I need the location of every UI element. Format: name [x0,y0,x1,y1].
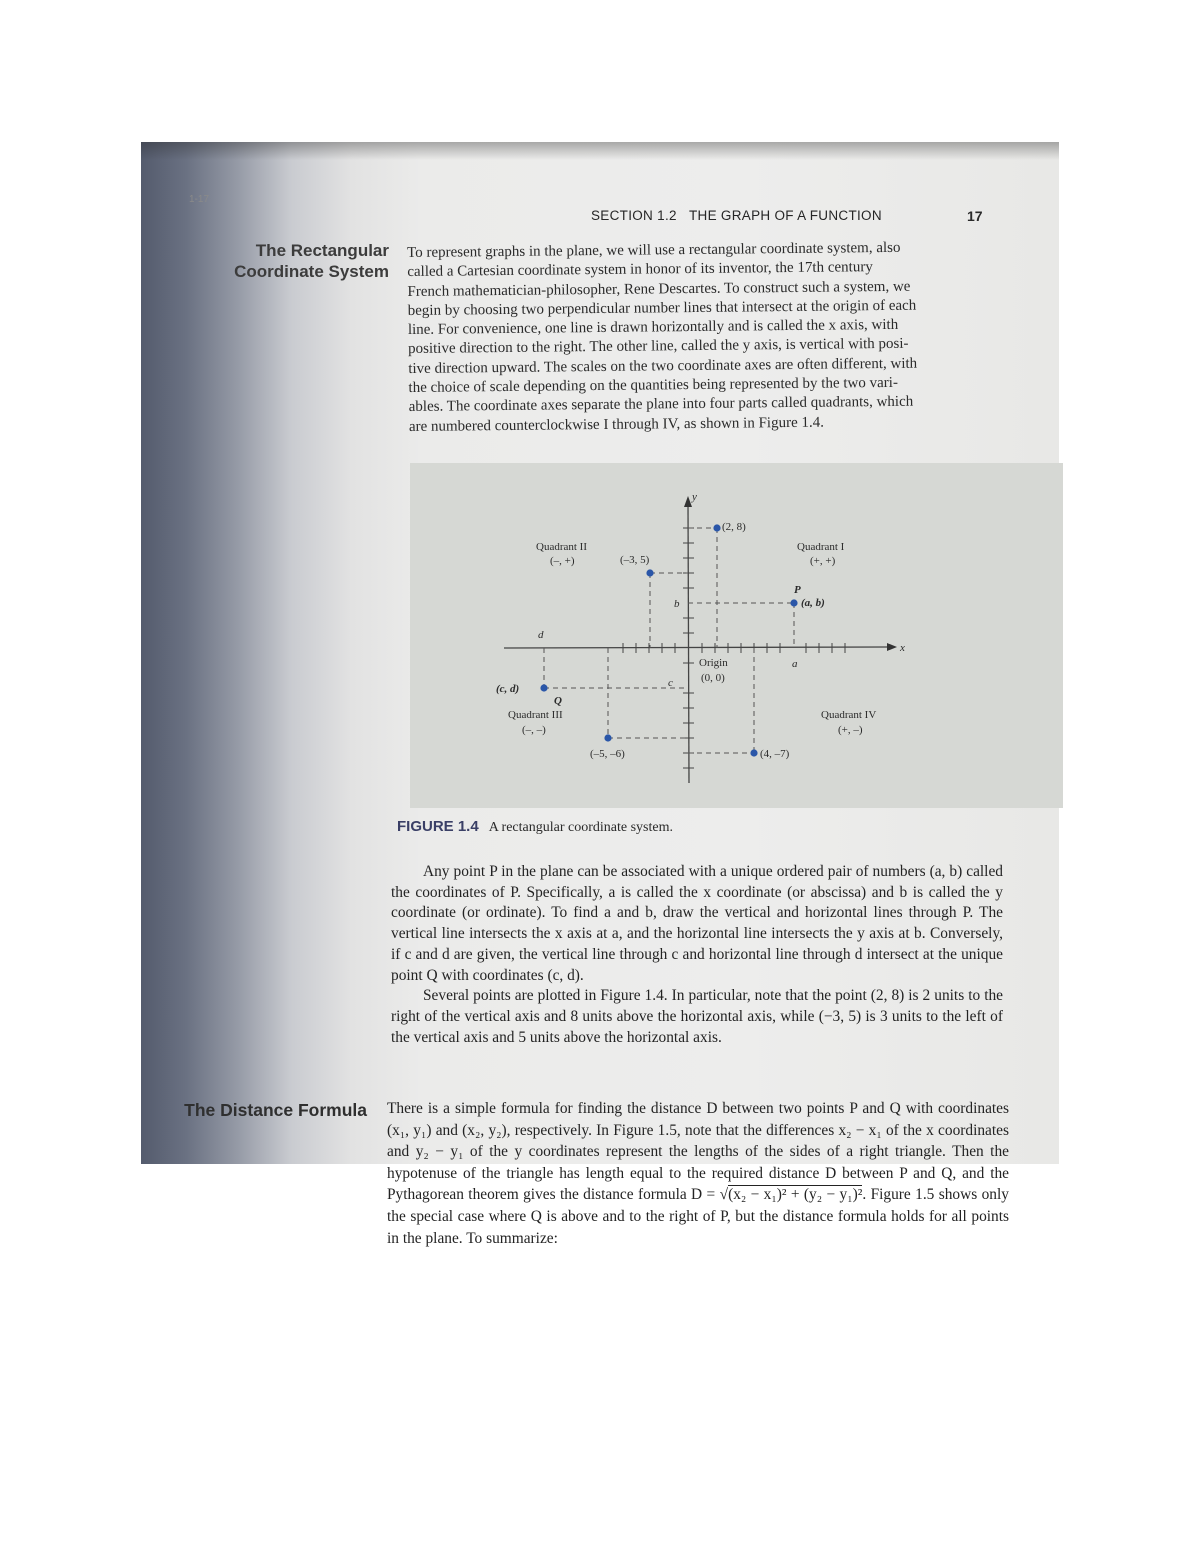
tick-label-c: c [668,677,673,689]
point-4-neg7 [750,749,757,756]
intro-paragraph [407,238,989,437]
distance-formula-paragraph [387,1098,1009,1249]
paragraph: Several points are plotted in Figure 1.4. In particular, note that the point (2, 8) is 2 units to the right of the vertical axis and 8 units above the horizontal axis, while (−3, 5) is 3 units to the left of the vertical axis and 5 units above the horizontal axis. [391,987,1003,1046]
point-q [540,684,547,691]
page-number: 17 [967,208,983,224]
y-axis-label: y [692,491,697,503]
figure-1-4 [410,463,1063,808]
y-axis-arrow [684,496,692,507]
label-neg5-neg6: (–5, –6) [590,748,625,760]
sqrt-sign: √ [719,1186,729,1204]
figure-number: FIGURE 1.4 [397,818,479,835]
heading-line: Coordinate System [234,262,389,281]
quadrant-3-label: Quadrant III [508,709,563,721]
x-axis-label: x [900,642,905,654]
section-heading-rectangular [181,240,389,282]
point-neg3-5 [646,569,653,576]
textbook-page [141,142,1059,1247]
quadrant-2-label: Quadrant II [536,541,588,553]
text-line: positive direction to the right. The other line, called the y axis, is vertical with posi- [408,336,909,358]
text-line: ables. The coordinate axes separate the plane into four parts called quadrants, which [408,394,914,416]
text-line: line. For convenience, one line is drawn horizontally and is called the x axis, with [407,317,899,339]
tick-label-b: b [674,598,680,610]
section-heading-distance: The Distance Formula [184,1100,367,1120]
formula-radicand: (x₂ − x₁)² + (y₂ − y₁)² [728,1186,863,1204]
x-axis [504,647,887,648]
origin-label: Origin [699,657,728,669]
label-2-8: (2, 8) [722,521,746,533]
running-header [591,208,882,223]
point-2-8 [713,524,720,531]
coordinates-explanation [391,862,1003,1048]
figure-caption [397,818,673,836]
tick-label-d: d [538,629,544,641]
text-segment: There is a simple formula for finding the distance D between two points P and Q with coordinates (x₁, y₁) and (x₂, y₂), respectively. In Figure 1.5, note that the differences x₂ − x₁ of the x coordinates and y₂ − y₁ of the y coordinates represent the lengths of the sides of a right triangle. Then the hypotenuse of the triangle has length equal to the required distance D between P and Q, and the Pythagorean theorem gives the distance formula D = [387,1100,1009,1204]
text-line: are numbered counterclockwise I through IV, as shown in Figure 1.4. [408,414,825,435]
guide-lines [544,528,794,753]
label-neg3-5: (–3, 5) [620,554,650,566]
text-line: called a Cartesian coordinate system in honor of its inventor, the 17th century [407,259,873,281]
quadrant-4-signs: (+, –) [838,724,863,736]
corner-tag: 1-17 [189,194,210,205]
label-c-d: (c, d) [496,683,520,695]
point-p [790,599,797,606]
origin-coords: (0, 0) [701,672,725,684]
text-line: the choice of scale depending on the quantities being represented by the two vari- [408,374,898,397]
figure-caption-text: A rectangular coordinate system. [488,820,673,835]
text-line: To represent graphs in the plane, we will use a rectangular coordinate system, also [407,239,901,261]
section-title: THE GRAPH OF A FUNCTION [688,208,882,223]
point-neg5-neg6 [604,734,611,741]
quadrant-2-signs: (–, +) [550,555,575,567]
text-line: French mathematician-philosopher, Rene Descartes. To construct such a system, we [407,278,911,300]
section-label: SECTION 1.2 [591,208,677,223]
coordinate-diagram [410,463,1063,808]
text-line: tive direction upward. The scales on the two coordinate axes are often different, with [408,355,918,377]
quadrant-1-signs: (+, +) [810,555,836,567]
text-line: begin by choosing two perpendicular number lines that intersect at the origin of each [407,297,917,319]
quadrant-1-label: Quadrant I [797,541,845,553]
page-edge-shadow [141,142,1059,160]
label-q-name: Q [554,695,562,707]
text-segment: . Figure 1.5 shows only the special case where Q is above and to the right of P, but the distance formula holds for all points in the plane. To summarize: [387,1186,1009,1247]
label-4-neg7: (4, –7) [760,748,790,760]
paragraph: Any point P in the plane can be associated with a unique ordered pair of numbers (a, b) called the coordinates of P. Specifically, a is called the x coordinate (or abscissa) and b is called the y coordinate (or ordinate). To find a and b, draw the vertical and horizontal lines through P. The vertical line intersects the x axis at a, and the horizontal line intersects the y axis at b. Conversely, if c and d are given, the vertical line through c and horizontal line through d intersect at the unique point Q with coordinates (c, d). [391,863,1003,984]
tick-label-a: a [792,658,798,670]
quadrant-3-signs: (–, –) [522,724,546,736]
quadrant-4-label: Quadrant IV [821,709,877,721]
heading-line: The Rectangular [255,241,389,260]
x-axis-arrow [887,643,897,651]
label-a-b: (a, b) [801,597,825,609]
y-axis [688,503,689,783]
label-p-name: P [794,584,801,596]
